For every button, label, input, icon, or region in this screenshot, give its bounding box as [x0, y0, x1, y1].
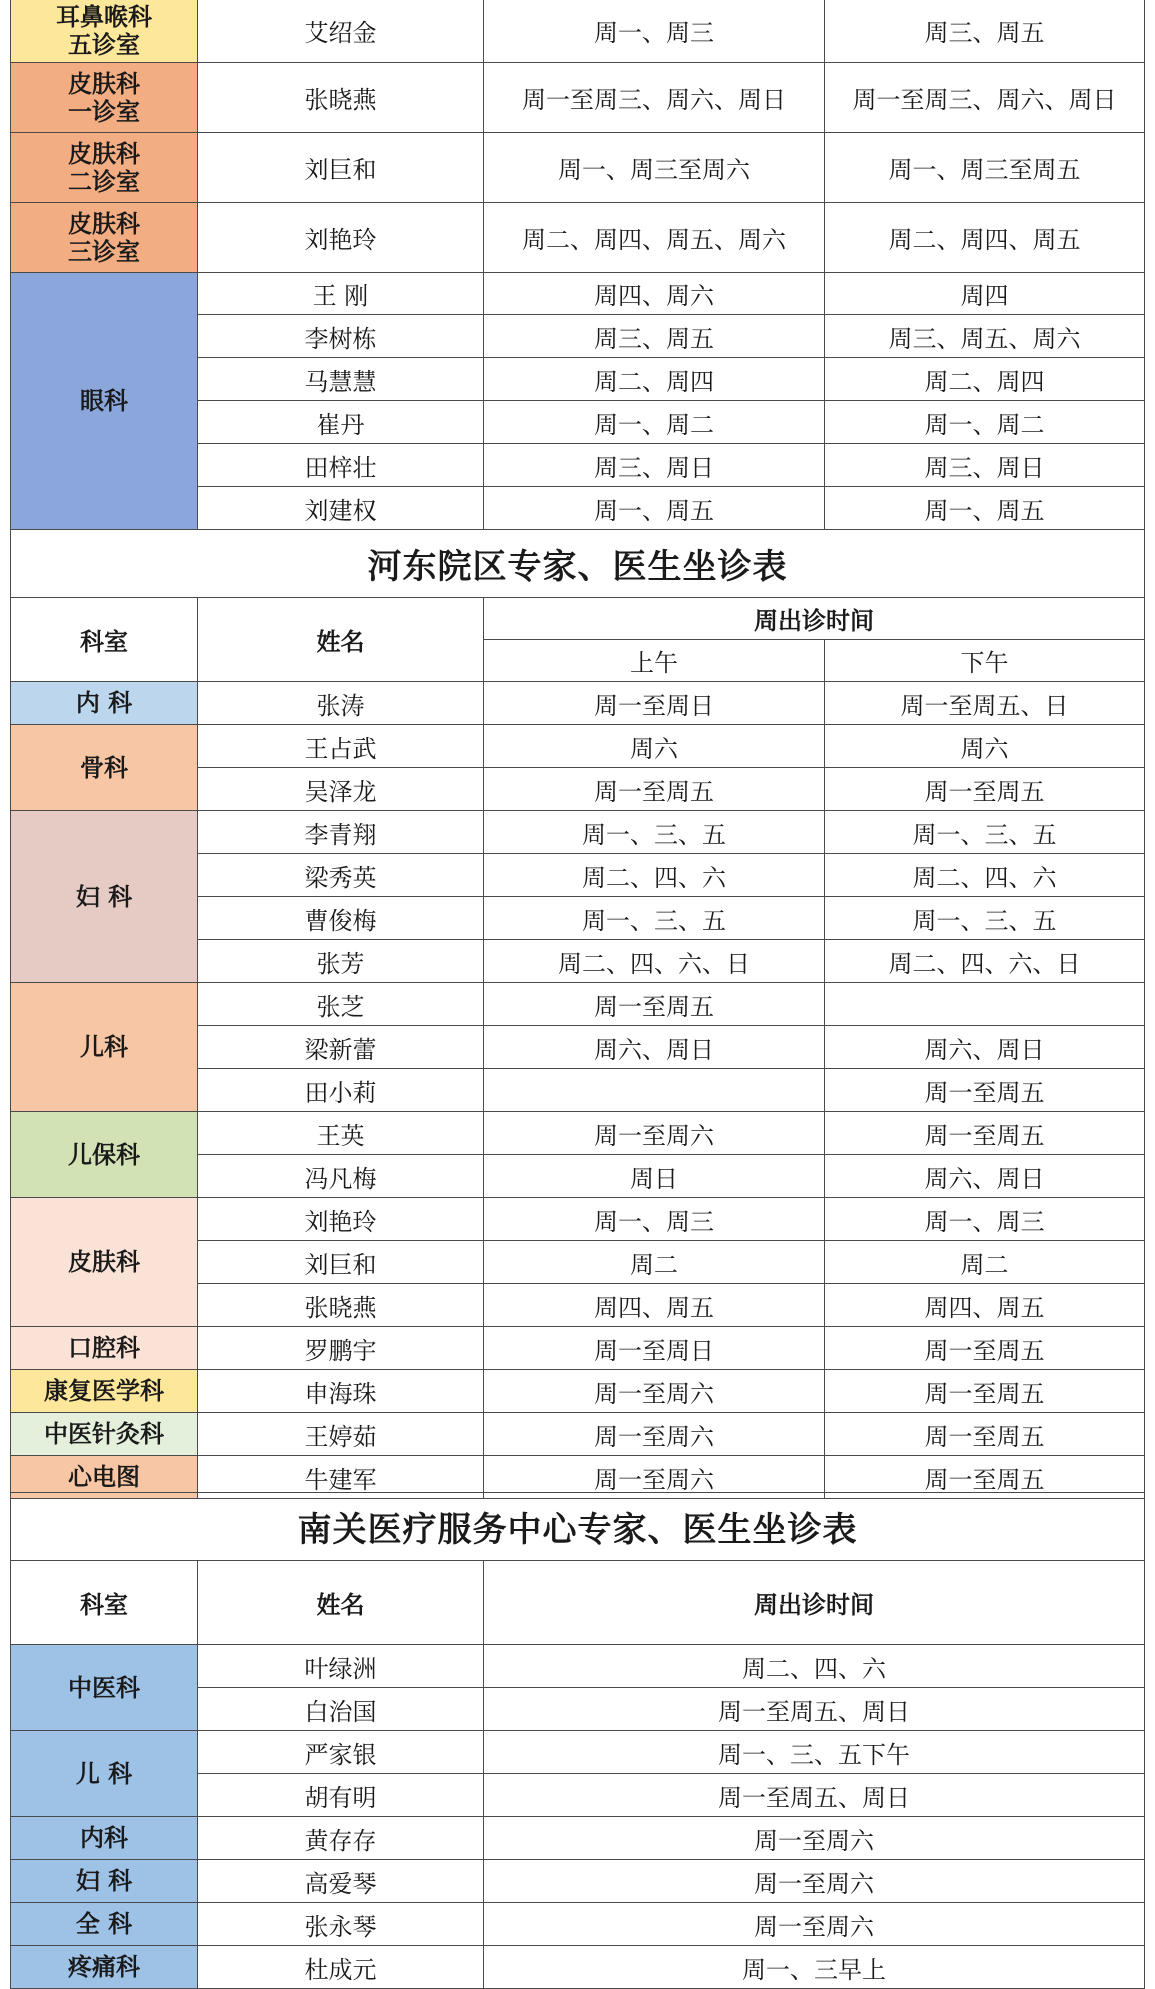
morning-time [484, 1069, 825, 1112]
header-weekly-time: 周出诊时间 [484, 598, 1145, 640]
afternoon-time: 周一、三、五 [825, 811, 1145, 854]
afternoon-time: 周一、周三至周五 [825, 133, 1145, 203]
dept-cell: 心电图 [11, 1456, 198, 1499]
afternoon-time: 周一至周五 [825, 1413, 1145, 1456]
afternoon-time: 周三、周日 [825, 444, 1145, 487]
afternoon-time: 周六 [825, 725, 1145, 768]
afternoon-time: 周一至周五 [825, 1370, 1145, 1413]
morning-time: 周一至周六 [484, 1456, 825, 1499]
dept-cell: 全 科 [11, 1903, 198, 1946]
dept-cell: 妇 科 [11, 1860, 198, 1903]
dept-cell: 儿保科 [11, 1112, 198, 1198]
hedong-section-title: 河东院区专家、医生坐诊表 [11, 530, 1145, 598]
afternoon-time: 周四、周五 [825, 1284, 1145, 1327]
header-morning: 上午 [484, 640, 825, 682]
table-row [11, 1327, 1145, 1370]
weekly-time: 周一、三早上 [484, 1946, 1145, 1989]
dept-cell: 中医针灸科 [11, 1413, 198, 1456]
doctor-name: 刘艳玲 [198, 203, 484, 273]
nanguan-schedule-table [10, 1492, 1145, 1989]
afternoon-time: 周二 [825, 1241, 1145, 1284]
dept-cell: 妇 科 [11, 811, 198, 983]
morning-time: 周日 [484, 1155, 825, 1198]
doctor-name: 曹俊梅 [198, 897, 484, 940]
morning-time: 周二、周四 [484, 358, 825, 401]
table-row [11, 1413, 1145, 1456]
dept-cell: 康复医学科 [11, 1370, 198, 1413]
doctor-name: 胡有明 [198, 1774, 484, 1817]
morning-time: 周一、周五 [484, 487, 825, 530]
afternoon-time: 周六、周日 [825, 1155, 1145, 1198]
doctor-name: 王英 [198, 1112, 484, 1155]
weekly-time: 周一至周六 [484, 1817, 1145, 1860]
morning-time: 周一至周日 [484, 682, 825, 725]
afternoon-time: 周一、周三 [825, 1198, 1145, 1241]
doctor-name: 刘巨和 [198, 133, 484, 203]
doctor-name: 杜成元 [198, 1946, 484, 1989]
doctor-name: 王占武 [198, 725, 484, 768]
doctor-name: 梁新蕾 [198, 1026, 484, 1069]
afternoon-time: 周一、三、五 [825, 897, 1145, 940]
table-row [11, 1198, 1145, 1241]
table-row [11, 1370, 1145, 1413]
weekly-time: 周一至周六 [484, 1860, 1145, 1903]
table-row [11, 725, 1145, 768]
doctor-name: 张芳 [198, 940, 484, 983]
doctor-name: 崔丹 [198, 401, 484, 444]
dept-cell: 内科 [11, 1817, 198, 1860]
morning-time: 周一至周五 [484, 768, 825, 811]
doctor-name: 高爱琴 [198, 1860, 484, 1903]
morning-time: 周三、周五 [484, 315, 825, 358]
morning-time: 周六、周日 [484, 1026, 825, 1069]
morning-time: 周一至周六 [484, 1112, 825, 1155]
morning-time: 周一、三、五 [484, 811, 825, 854]
morning-time: 周一至周日 [484, 1327, 825, 1370]
table-row [11, 203, 1145, 273]
table-row [11, 0, 1145, 63]
dept-cell: 皮肤科 三诊室 [11, 203, 198, 273]
dept-cell: 皮肤科 二诊室 [11, 133, 198, 203]
doctor-name: 叶绿洲 [198, 1645, 484, 1688]
afternoon-time: 周一至周五 [825, 1456, 1145, 1499]
afternoon-time: 周一至周五 [825, 1112, 1145, 1155]
afternoon-time: 周一至周五 [825, 1327, 1145, 1370]
doctor-name: 白治国 [198, 1688, 484, 1731]
doctor-name: 黄存存 [198, 1817, 484, 1860]
table-row [11, 133, 1145, 203]
afternoon-time: 周三、周五、周六 [825, 315, 1145, 358]
dept-cell: 儿科 [11, 983, 198, 1112]
weekly-time: 周一至周五、周日 [484, 1774, 1145, 1817]
doctor-name: 牛建军 [198, 1456, 484, 1499]
morning-time: 周三、周日 [484, 444, 825, 487]
weekly-time: 周二、四、六 [484, 1645, 1145, 1688]
afternoon-time: 周二、周四、周五 [825, 203, 1145, 273]
header-dept: 科室 [11, 1561, 198, 1645]
dept-cell: 口腔科 [11, 1327, 198, 1370]
hedong-schedule-table [10, 529, 1145, 1499]
doctor-name: 刘艳玲 [198, 1198, 484, 1241]
doctor-name: 罗鹏宇 [198, 1327, 484, 1370]
morning-time: 周二 [484, 1241, 825, 1284]
header-name: 姓名 [198, 598, 484, 682]
doctor-name: 张晓燕 [198, 1284, 484, 1327]
morning-time: 周一、周三至周六 [484, 133, 825, 203]
header-weekly-time: 周出诊时间 [484, 1561, 1145, 1645]
morning-time: 周四、周五 [484, 1284, 825, 1327]
table-row [11, 1946, 1145, 1989]
afternoon-time: 周一、周五 [825, 487, 1145, 530]
doctor-name: 田小莉 [198, 1069, 484, 1112]
table-row [11, 811, 1145, 854]
dept-cell-eye: 眼科 [11, 273, 198, 530]
top-schedule-table [10, 0, 1145, 530]
table-row [11, 1645, 1145, 1688]
doctor-name: 张涛 [198, 682, 484, 725]
doctor-name: 李青翔 [198, 811, 484, 854]
table-row [11, 273, 1145, 315]
morning-time: 周一至周三、周六、周日 [484, 63, 825, 133]
table-row [11, 1860, 1145, 1903]
afternoon-time: 周二、周四 [825, 358, 1145, 401]
dept-cell: 皮肤科 一诊室 [11, 63, 198, 133]
doctor-name: 张晓燕 [198, 63, 484, 133]
header-name: 姓名 [198, 1561, 484, 1645]
table-row [11, 1112, 1145, 1155]
header-dept: 科室 [11, 598, 198, 682]
doctor-name: 王 刚 [198, 273, 484, 315]
header-afternoon: 下午 [825, 640, 1145, 682]
morning-time: 周四、周六 [484, 273, 825, 315]
dept-cell: 皮肤科 [11, 1198, 198, 1327]
morning-time: 周一至周五 [484, 983, 825, 1026]
afternoon-time: 周一至周五、日 [825, 682, 1145, 725]
dept-cell: 内 科 [11, 682, 198, 725]
dept-cell: 疼痛科 [11, 1946, 198, 1989]
afternoon-time: 周一至周五 [825, 768, 1145, 811]
morning-time: 周一、周二 [484, 401, 825, 444]
doctor-name: 张永琴 [198, 1903, 484, 1946]
morning-time: 周一至周六 [484, 1370, 825, 1413]
morning-time: 周一、周三 [484, 1198, 825, 1241]
afternoon-time: 周四 [825, 273, 1145, 315]
afternoon-time [825, 983, 1145, 1026]
doctor-name: 刘巨和 [198, 1241, 484, 1284]
table-row [11, 63, 1145, 133]
morning-time: 周二、四、六、日 [484, 940, 825, 983]
doctor-name: 梁秀英 [198, 854, 484, 897]
table-row [11, 682, 1145, 725]
table-row [11, 1817, 1145, 1860]
weekly-time: 周一至周六 [484, 1903, 1145, 1946]
table-row [11, 1731, 1145, 1774]
afternoon-time: 周二、四、六、日 [825, 940, 1145, 983]
afternoon-time: 周一至周五 [825, 1069, 1145, 1112]
afternoon-time: 周三、周五 [825, 0, 1145, 63]
afternoon-time: 周一、周二 [825, 401, 1145, 444]
doctor-name: 马慧慧 [198, 358, 484, 401]
weekly-time: 周一至周五、周日 [484, 1688, 1145, 1731]
morning-time: 周一至周六 [484, 1413, 825, 1456]
morning-time: 周一、周三 [484, 0, 825, 63]
doctor-name: 王婷茹 [198, 1413, 484, 1456]
afternoon-time: 周一至周三、周六、周日 [825, 63, 1145, 133]
doctor-name: 艾绍金 [198, 0, 484, 63]
afternoon-time: 周六、周日 [825, 1026, 1145, 1069]
table-row [11, 983, 1145, 1026]
doctor-name: 李树栋 [198, 315, 484, 358]
dept-cell: 骨科 [11, 725, 198, 811]
doctor-name: 冯凡梅 [198, 1155, 484, 1198]
morning-time: 周二、四、六 [484, 854, 825, 897]
doctor-name: 田梓壮 [198, 444, 484, 487]
nanguan-section-title: 南关医疗服务中心专家、医生坐诊表 [11, 1493, 1145, 1561]
morning-time: 周二、周四、周五、周六 [484, 203, 825, 273]
doctor-name: 吴泽龙 [198, 768, 484, 811]
table-row [11, 1903, 1145, 1946]
morning-time: 周一、三、五 [484, 897, 825, 940]
dept-cell: 儿 科 [11, 1731, 198, 1817]
doctor-name: 严家银 [198, 1731, 484, 1774]
doctor-name: 申海珠 [198, 1370, 484, 1413]
morning-time: 周六 [484, 725, 825, 768]
doctor-name: 刘建权 [198, 487, 484, 530]
afternoon-time: 周二、四、六 [825, 854, 1145, 897]
doctor-name: 张芝 [198, 983, 484, 1026]
dept-cell: 耳鼻喉科 五诊室 [11, 0, 198, 63]
dept-cell: 中医科 [11, 1645, 198, 1731]
weekly-time: 周一、三、五下午 [484, 1731, 1145, 1774]
